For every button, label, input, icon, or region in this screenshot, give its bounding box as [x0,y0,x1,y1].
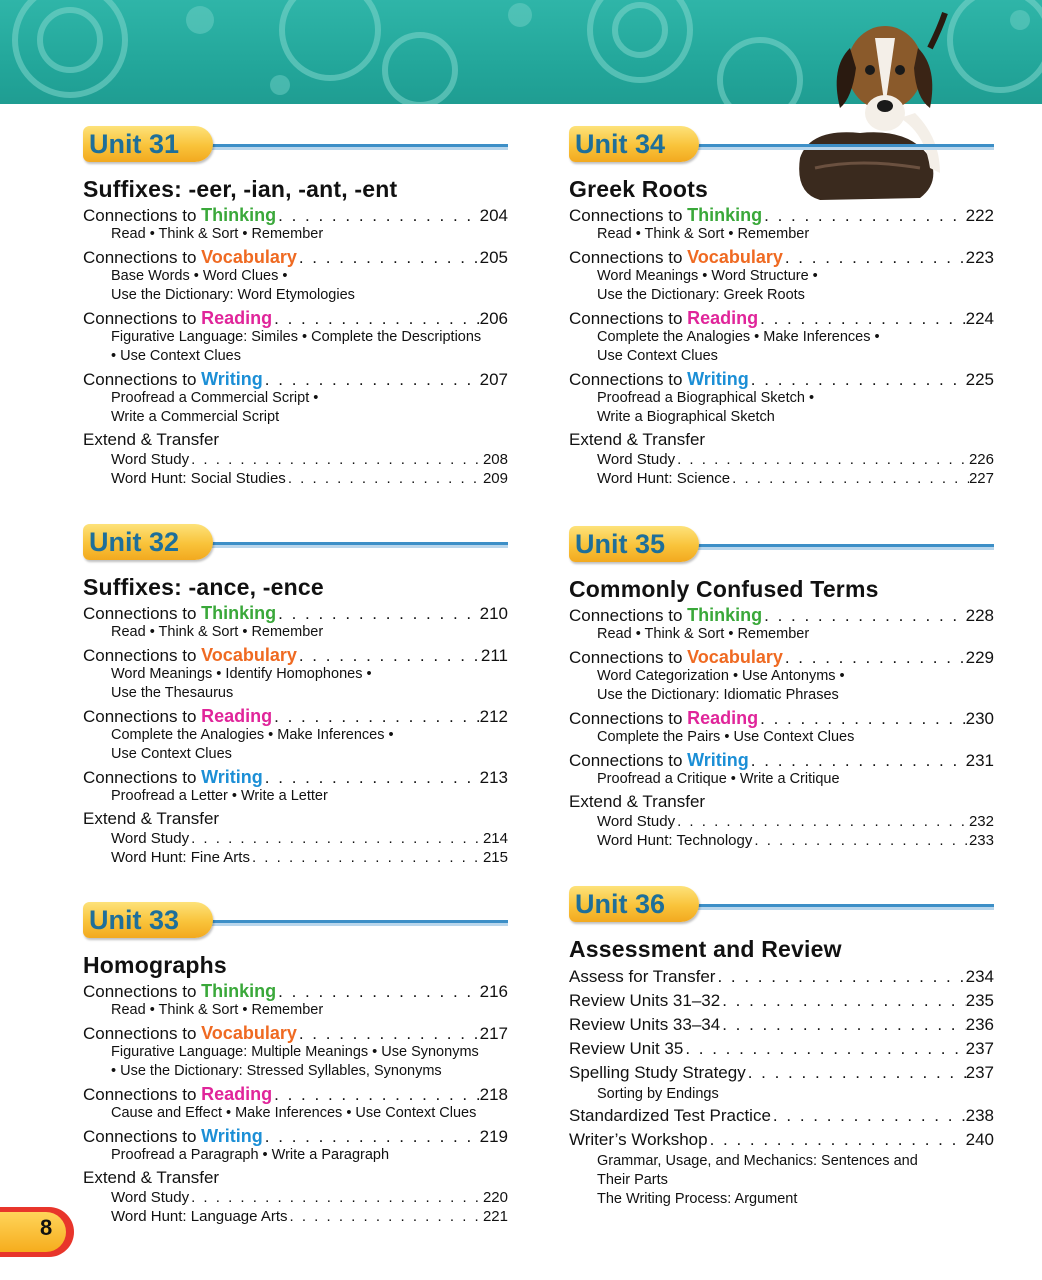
toc-line[interactable] [83,706,508,726]
entry-subtopic: Proofread a Letter • Write a Letter [111,788,328,804]
page-ref: 216 [479,982,508,1001]
page-ref: 209 [482,470,508,487]
extend-transfer-heading: Extend & Transfer [83,1168,220,1187]
connection-keyword: Thinking [687,205,763,225]
toc-line[interactable] [569,750,994,770]
unit-label: Unit 35 [575,529,666,559]
entry-subtopic: Write a Biographical Sketch [597,409,775,425]
connection-prefix: Connections to [83,1024,202,1043]
toc-entry [569,247,994,305]
entry-label [569,369,749,390]
unit-tab [83,126,213,162]
entry-subtopic: Cause and Effect • Make Inferences • Use Context Clues [111,1105,477,1121]
entry-label: Writer’s Workshop [569,1130,708,1149]
dot-leader [272,1085,479,1105]
connection-prefix: Connections to [569,370,688,389]
entry-label: Word Study [597,813,676,830]
dot-leader [297,646,481,666]
entry-label [83,1023,297,1044]
dot-leader [276,206,479,226]
entry-label [569,647,783,668]
entry-label: Word Hunt: Fine Arts [111,849,250,866]
page-number: 8 [40,1215,53,1240]
extend-item [569,812,994,831]
dot-leader [250,848,483,867]
connection-keyword: Vocabulary [201,1023,297,1043]
entry-label: Review Unit 35 [569,1039,684,1058]
toc-line[interactable] [569,647,994,667]
entry-subtopic: Proofread a Commercial Script • [111,390,319,406]
page-ref: 227 [968,470,994,487]
unit-title: Greek Roots [569,176,708,202]
unit-heading [569,886,994,930]
entry-subtopic: Complete the Pairs • Use Context Clues [597,729,855,745]
entry-label [83,981,276,1002]
entry-subtopic: Grammar, Usage, and Mechanics: Sentences and [597,1153,918,1169]
toc-line[interactable] [569,708,994,728]
unit-32-section [83,524,508,867]
unit-heading [569,126,994,170]
toc-line[interactable] [597,469,994,488]
unit-rule [203,920,508,923]
entry-subtopic: Word Categorization • Use Antonyms • [597,668,845,684]
entry-label: Word Hunt: Technology [597,832,753,849]
toc-line[interactable] [111,469,508,488]
connection-keyword: Reading [687,308,759,328]
entry-subtopic: Figurative Language: Similes • Complete the Descriptions [111,329,482,345]
entry-label: Assess for Transfer [569,967,716,986]
page-ref: 208 [482,451,508,468]
entry-label: Review Units 31–32 [569,991,721,1010]
connection-prefix: Connections to [569,248,688,267]
toc-entry [83,767,508,806]
dot-leader [189,1188,483,1207]
toc-line[interactable] [111,1207,508,1226]
dot-leader [297,1024,480,1044]
toc-entry [83,205,508,244]
dot-leader [683,1037,965,1061]
dot-leader [708,1128,966,1152]
extend-item [83,829,508,848]
connection-keyword: Writing [687,369,749,389]
connection-prefix: Connections to [569,606,688,625]
unit-tab [83,524,213,560]
connection-prefix: Connections to [83,206,202,225]
page-ref: 212 [479,707,508,726]
connection-keyword: Reading [201,308,273,328]
toc-line[interactable] [83,645,508,665]
extend-transfer-heading: Extend & Transfer [569,792,706,811]
dot-leader [189,450,483,469]
connection-prefix: Connections to [83,707,202,726]
toc-line[interactable] [569,965,994,989]
connection-prefix: Connections to [83,1085,202,1104]
toc-line[interactable] [597,450,994,469]
page-ref: 226 [968,451,994,468]
entry-subtopic: • Use Context Clues [111,348,241,364]
assessment-list [569,965,994,1209]
toc-line[interactable] [111,1188,508,1207]
page-ref: 214 [482,830,508,847]
entry-label: Spelling Study Strategy [569,1063,746,1082]
toc-entry [569,308,994,366]
page-ref: 232 [968,813,994,830]
page-ref: 233 [968,832,994,849]
entry-label [83,603,276,624]
unit-tab [569,126,699,162]
entry-subtopic: Proofread a Critique • Write a Critique [597,771,840,787]
entry-subtopic: Read • Think & Sort • Remember [111,226,324,242]
page-ref: 206 [479,309,508,328]
toc-line[interactable] [83,205,508,225]
entry-subtopic: Read • Think & Sort • Remember [111,624,324,640]
dot-leader [286,469,483,488]
connection-prefix: Connections to [569,309,688,328]
entry-label: Word Hunt: Science [597,470,731,487]
entry-subtopic: Read • Think & Sort • Remember [111,1002,324,1018]
page-ref: 213 [479,768,508,787]
connection-prefix: Connections to [83,646,202,665]
extend-transfer-heading: Extend & Transfer [83,809,220,828]
entry-label: Review Units 33–34 [569,1015,721,1034]
toc-line[interactable] [569,1061,994,1085]
connection-keyword: Writing [687,750,749,770]
toc-entry [569,605,994,644]
dot-leader [752,831,969,850]
dot-leader [675,812,969,831]
unit-tab [569,886,699,922]
extend-item [569,831,994,850]
toc-entry [569,369,994,427]
connection-prefix: Connections to [83,982,202,1001]
extend-item [83,1188,508,1207]
unit-33-section [83,902,508,1226]
page-ref: 228 [965,606,994,625]
page-ref: 221 [482,1208,508,1225]
toc-line[interactable] [111,829,508,848]
dot-leader [272,707,479,727]
entry-label [83,767,263,788]
dot-leader [746,1061,966,1085]
dot-leader [720,1013,965,1037]
entry-label [83,645,297,666]
page-ref: 207 [479,370,508,389]
toc-line[interactable] [83,1023,508,1043]
page-ref: 231 [965,751,994,770]
dot-leader [762,606,965,626]
dot-leader [288,1207,483,1226]
toc-entry [83,247,508,305]
dot-leader [263,768,480,788]
connection-keyword: Reading [687,708,759,728]
page-ref: 218 [479,1085,508,1104]
entry-subtopic: The Writing Process: Argument [597,1191,798,1207]
extend-item [569,450,994,469]
page-ref: 211 [480,646,508,665]
entry-label [569,205,762,226]
entry-subtopic: Use the Thesaurus [111,685,234,701]
dot-leader [783,248,966,268]
page-ref: 236 [965,1015,994,1034]
dot-leader [762,206,965,226]
toc-entry [569,708,994,747]
toc-entry [569,750,994,789]
connection-prefix: Connections to [83,248,202,267]
page-ref: 237 [965,1063,994,1082]
entry-subtopic: Read • Think & Sort • Remember [597,226,810,242]
unit-rule [203,542,508,545]
entry-label [83,1126,263,1147]
connection-prefix: Connections to [569,206,688,225]
entry-subtopic: Use Context Clues [597,348,718,364]
unit-34-section [569,126,994,488]
toc-entry [83,369,508,427]
extend-item [83,1207,508,1226]
unit-label: Unit 36 [575,889,666,919]
page-number-tab [0,1207,74,1257]
connection-prefix: Connections to [83,768,202,787]
toc-line[interactable] [597,812,994,831]
unit-rule [689,904,994,907]
entry-subtopic: Use the Dictionary: Idiomatic Phrases [597,687,839,703]
entry-subtopic: Write a Commercial Script [111,409,280,425]
extend-transfer-heading: Extend & Transfer [569,430,706,449]
connection-keyword: Vocabulary [687,247,783,267]
unit-35-section [569,526,994,850]
extend-item [569,469,994,488]
toc-line[interactable] [569,247,994,267]
connection-keyword: Writing [201,1126,263,1146]
toc-entry [569,647,994,705]
entry-subtopic: Word Meanings • Word Structure • [597,268,818,284]
page-ref: 219 [479,1127,508,1146]
page-ref: 235 [965,991,994,1010]
unit-tab [569,526,699,562]
page-ref: 215 [482,849,508,866]
toc-line[interactable] [111,450,508,469]
entry-label [569,308,758,329]
page-ref: 223 [965,248,994,267]
page-ref: 230 [965,709,994,728]
page-ref: 210 [479,604,508,623]
entry-label: Word Study [111,451,190,468]
entry-label [569,708,758,729]
unit-heading [83,902,508,946]
toc-line[interactable] [83,369,508,389]
extend-item [83,450,508,469]
connection-keyword: Reading [201,706,273,726]
toc-entry [569,205,994,244]
toc-line[interactable] [569,369,994,389]
toc-entry [83,308,508,366]
connection-prefix: Connections to [83,309,202,328]
connection-keyword: Thinking [201,205,277,225]
connection-keyword: Vocabulary [201,645,297,665]
toc-line[interactable] [569,205,994,225]
toc-line[interactable] [569,308,994,328]
unit-label: Unit 34 [575,129,666,159]
unit-title: Suffixes: -eer, -ian, -ant, -ent [83,176,398,202]
entry-label [83,369,263,390]
dot-leader [263,1127,480,1147]
unit-label: Unit 33 [89,905,180,935]
unit-31-section [83,126,508,488]
toc-line[interactable] [83,981,508,1001]
extend-item [83,848,508,867]
toc-line[interactable] [83,308,508,328]
unit-title: Assessment and Review [569,936,842,962]
page-ref: 217 [479,1024,508,1043]
connection-prefix: Connections to [569,648,688,667]
connection-prefix: Connections to [83,370,202,389]
toc-entry [83,645,508,703]
entry-label: Word Hunt: Language Arts [111,1208,288,1225]
toc-entry [83,603,508,642]
entry-subtopic: • Use the Dictionary: Stressed Syllables, Synonyms [111,1063,442,1079]
entry-subtopic: Complete the Analogies • Make Inferences • [597,329,880,345]
unit-heading [569,526,994,570]
entry-subtopic: Proofread a Biographical Sketch • [597,390,815,406]
entry-label: Word Study [597,451,676,468]
entry-label [83,1084,272,1105]
page-ref: 237 [965,1039,994,1058]
page-ref: 229 [965,648,994,667]
unit-tab [83,902,213,938]
entry-subtopic: Proofread a Paragraph • Write a Paragraph [111,1147,390,1163]
toc-line[interactable] [83,767,508,787]
entry-subtopic: Figurative Language: Multiple Meanings • Use Synonyms [111,1044,479,1060]
dot-leader [771,1104,966,1128]
page-ref: 222 [965,206,994,225]
unit-heading [83,524,508,568]
toc-line[interactable] [597,831,994,850]
page-ref: 224 [965,309,994,328]
entry-label [83,308,272,329]
connection-keyword: Thinking [201,603,277,623]
entry-label [83,205,276,226]
page-ref: 205 [479,248,508,267]
page-ref: 220 [482,1189,508,1206]
toc-entry [83,981,508,1020]
unit-label: Unit 31 [89,129,180,159]
extend-item [83,469,508,488]
dot-leader [758,709,965,729]
toc-line[interactable] [569,1037,994,1061]
connection-keyword: Writing [201,369,263,389]
entry-label [83,247,297,268]
page-ref: 238 [965,1106,994,1125]
toc-entry [83,1023,508,1081]
dot-leader [189,829,483,848]
entry-subtopic: Use the Dictionary: Word Etymologies [111,287,355,303]
toc-entry [83,706,508,764]
unit-label: Unit 32 [89,527,180,557]
unit-title: Homographs [83,952,227,978]
dot-leader [675,450,969,469]
unit-36-section [569,886,994,1209]
entry-label: Standardized Test Practice [569,1106,771,1125]
dot-leader [297,248,480,268]
dot-leader [758,309,965,329]
unit-title: Commonly Confused Terms [569,576,879,602]
entry-subtopic: Complete the Analogies • Make Inferences • [111,727,394,743]
toc-line[interactable] [83,603,508,623]
unit-rule [689,144,994,147]
dot-leader [730,469,969,488]
toc-line[interactable] [569,1013,994,1037]
toc-line[interactable] [111,848,508,867]
toc-entry [83,1126,508,1165]
connection-keyword: Reading [201,1084,273,1104]
connection-prefix: Connections to [83,1127,202,1146]
entry-label [569,247,783,268]
dot-leader [272,309,479,329]
entry-subtopic: Read • Think & Sort • Remember [597,626,810,642]
entry-label: Word Study [111,830,190,847]
toc-line[interactable] [569,605,994,625]
toc-line[interactable] [83,1084,508,1104]
entry-label: Word Study [111,1189,190,1206]
toc-line[interactable] [83,1126,508,1146]
toc-line[interactable] [83,247,508,267]
entry-subtopic: Use the Dictionary: Greek Roots [597,287,805,303]
dot-leader [749,751,966,771]
toc-line[interactable] [569,1104,994,1128]
toc-entry [83,1084,508,1123]
toc-line[interactable] [569,1128,994,1152]
page-ref: 225 [965,370,994,389]
extend-transfer-heading: Extend & Transfer [83,430,220,449]
dot-leader [276,982,479,1002]
unit-rule [689,544,994,547]
entry-subtopic: Sorting by Endings [597,1086,719,1102]
entry-subtopic: Base Words • Word Clues • [111,268,288,284]
connection-keyword: Thinking [687,605,763,625]
dot-leader [783,648,966,668]
entry-label [569,605,762,626]
dot-leader [749,370,966,390]
entry-label [569,750,749,771]
page-ref: 204 [479,206,508,225]
entry-subtopic: Use Context Clues [111,746,232,762]
connection-prefix: Connections to [569,709,688,728]
entry-subtopic: Their Parts [597,1172,668,1188]
toc-line[interactable] [569,989,994,1013]
entry-label [83,706,272,727]
connection-keyword: Writing [201,767,263,787]
unit-title: Suffixes: -ance, -ence [83,574,324,600]
connection-prefix: Connections to [83,604,202,623]
page-ref: 234 [965,967,994,986]
entry-label: Word Hunt: Social Studies [111,470,286,487]
dot-leader [715,965,965,989]
connection-keyword: Vocabulary [687,647,783,667]
page-ref: 240 [965,1130,994,1149]
unit-rule [203,144,508,147]
connection-prefix: Connections to [569,751,688,770]
unit-heading [83,126,508,170]
entry-subtopic: Word Meanings • Identify Homophones • [111,666,372,682]
connection-keyword: Vocabulary [201,247,297,267]
dot-leader [276,604,479,624]
connection-keyword: Thinking [201,981,277,1001]
dot-leader [720,989,965,1013]
dot-leader [263,370,480,390]
